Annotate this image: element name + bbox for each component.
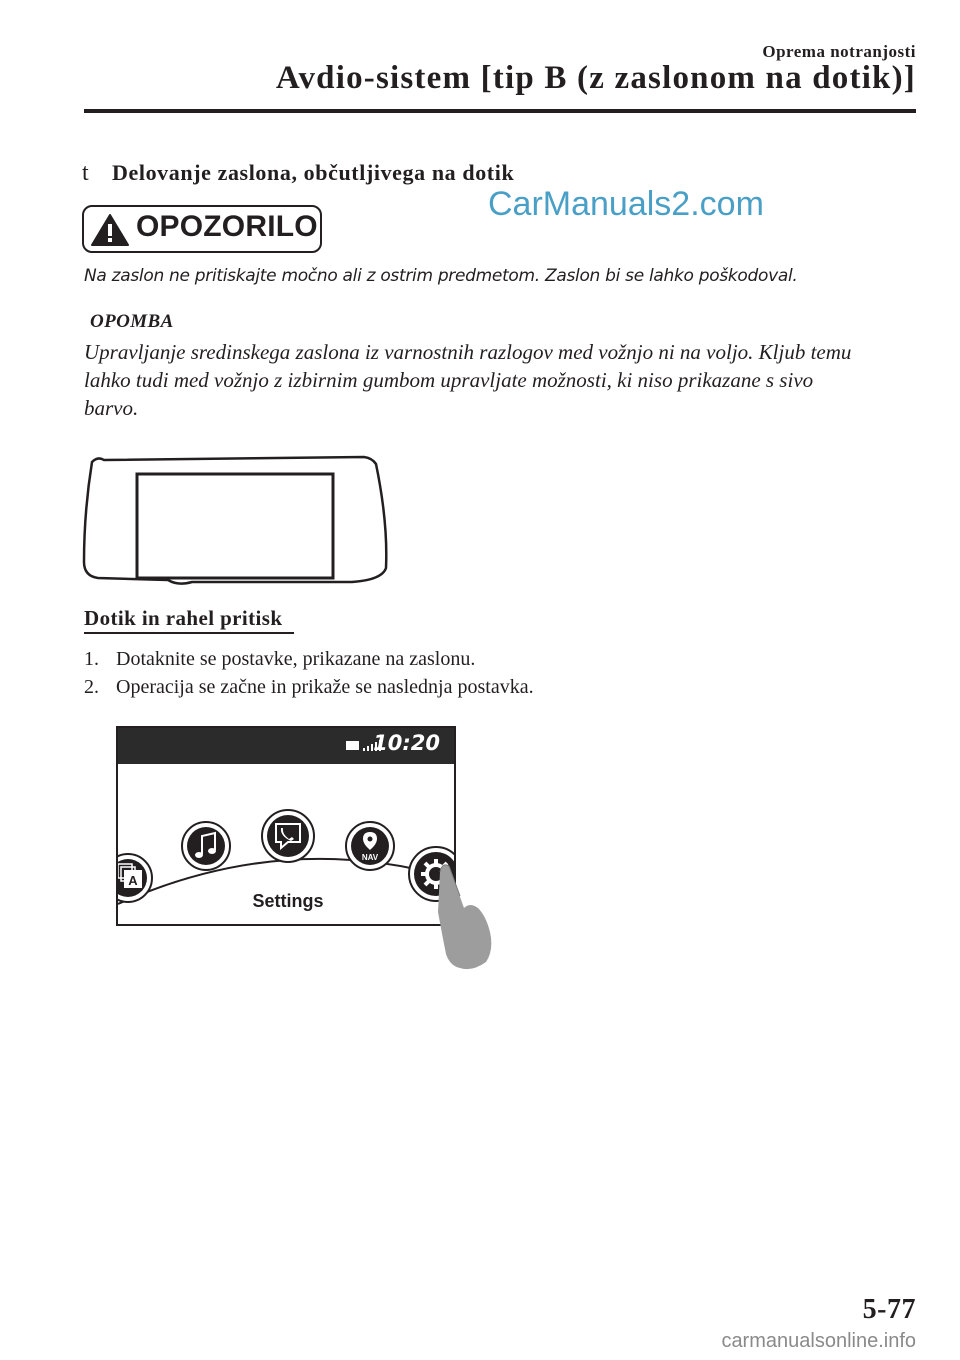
- app-badge: A: [128, 873, 138, 888]
- hand-pointer-icon: [410, 850, 500, 974]
- step-item: [84, 648, 475, 671]
- note-line: lahko tudi med vožnjo z izbirnim gumbom upravljate možnosti, ki niso prikazane s sivo: [84, 368, 814, 392]
- header-divider: [84, 109, 916, 113]
- warning-text: Na zaslon ne pritiskajte močno ali z ostrim predmetom. Zaslon bi se lahko poškodoval.: [84, 266, 798, 286]
- communication-icon[interactable]: [262, 810, 314, 862]
- step-number: 2.: [84, 676, 99, 698]
- note-body: [84, 338, 914, 422]
- step-number: 1.: [84, 648, 99, 670]
- music-icon[interactable]: [182, 822, 230, 870]
- touchscreen-mockup: [116, 726, 456, 926]
- page-number: 5-77: [862, 1294, 916, 1325]
- note-line: barvo.: [84, 396, 139, 420]
- touch-heading: Dotik in rahel pritisk: [84, 606, 283, 630]
- step-text: Operacija se začne in prikaže se naslednja postavka.: [116, 676, 534, 698]
- center-display-illustration: [82, 452, 392, 588]
- selected-item-label: Settings: [252, 891, 324, 911]
- watermark: CarManuals2.com: [488, 185, 764, 223]
- note-label: OPOMBA: [90, 311, 174, 332]
- warning-label: OPOZORILO: [136, 210, 318, 243]
- section-category: Oprema notranjosti: [762, 42, 916, 61]
- touch-heading-underline: [84, 632, 294, 634]
- navigation-icon[interactable]: [346, 822, 394, 870]
- clock: 10:20: [373, 731, 440, 755]
- note-line: Upravljanje sredinskega zaslona iz varnostnih razlogov med vožnjo ni na voljo. Kljub temu: [84, 340, 852, 364]
- footer-watermark: carmanualsonline.info: [721, 1330, 916, 1352]
- page-title: Avdio-sistem [tip B (z zaslonom na dotik)]: [275, 60, 916, 96]
- subsection-title: Delovanje zaslona, občutljivega na dotik: [112, 160, 515, 185]
- step-text: Dotaknite se postavke, prikazane na zaslonu.: [116, 648, 476, 670]
- step-item: [84, 676, 534, 699]
- section-bullet: t: [82, 160, 89, 186]
- warning-triangle-icon: [90, 213, 130, 247]
- nav-badge: NAV: [361, 853, 379, 862]
